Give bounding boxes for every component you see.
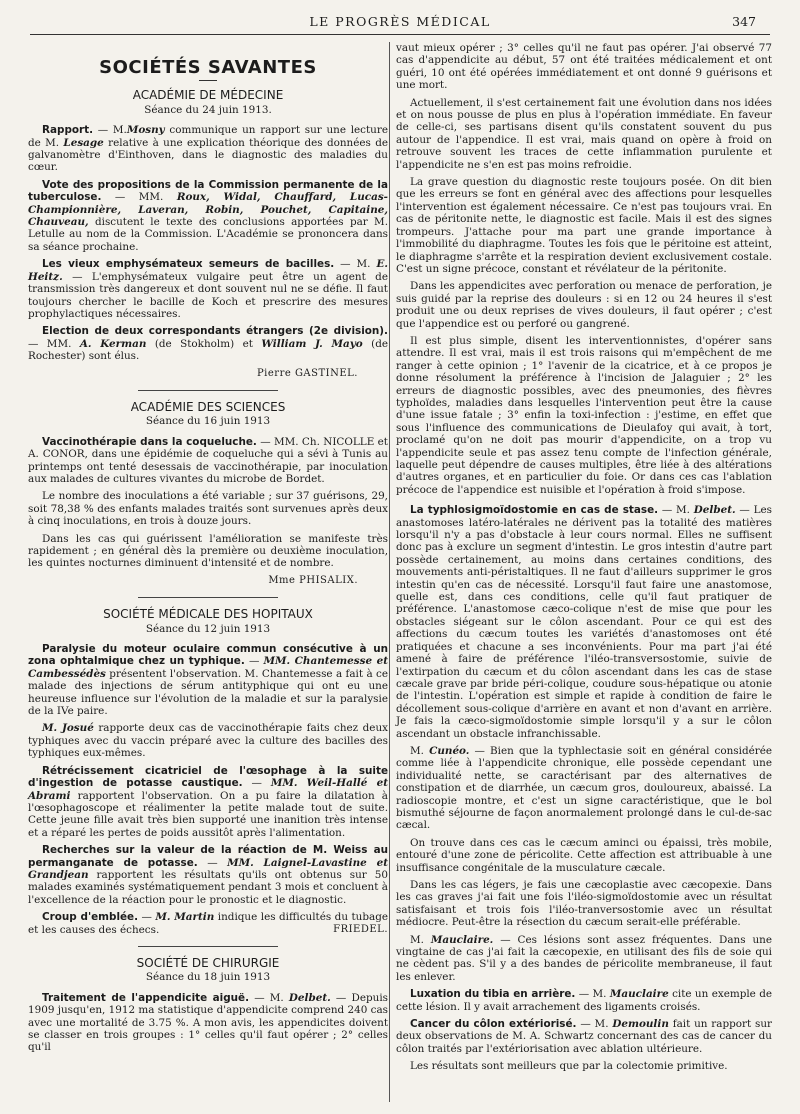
- paragraph: Les résultats sont meilleurs que par la colectomie primitive.: [410, 1060, 728, 1073]
- paragraph: La grave question du diagnostic reste toujours posée. On dit bien que les erreurs se font en général avec des affections pour lesquelles l'intervention est également nécessaire. Ce n'est pas toujours vrai. En cas de péritonite nette, le diagnostic est facile. Mais il est des signes trompeurs. J'attache pour ma part une grande importance à l'immobilité du diaphragme. Toutes les fois que le péritoine est atteint, le diaphragme s'arrête et la respiration devient exclusivement costale. C'est un signe précoce, constant et révélateur de la péritonite.: [396, 176, 772, 275]
- paragraph: Vaccinothérapie dans la coqueluche. — MM. Ch. NICOLLE et A. CONOR, dans une épidémie de coqueluche qui a sévi à Tunis au printemps ont tenté desessais de vaccinothérapie, par inoculation aux malades de cultures vivantes du microbe de Bordet.: [28, 435, 388, 485]
- academy-sciences-title: ACADÉMIE DES SCIENCES: [130, 399, 286, 414]
- session-date: Séance du 18 juin 1913: [145, 971, 271, 984]
- signature: FRIEDEL.: [333, 923, 388, 935]
- paragraph: Luxation du tibia en arrière. — M. Mauclaire cite un exemple de cette lésion. Il y avait arrachement des ligaments croisés.: [396, 988, 773, 1013]
- paragraph: M. Mauclaire. — Ces lésions sont assez fréquentes. Dans une vingtaine de cas j'ai fait la cæcopexie, en utilisant des fils de soie qui ne cèdent pas. S'il y a des bandes de péricolite membraneuse, il faut les enlever.: [396, 933, 772, 983]
- paragraph: Election de deux correspondants étrangers (2e division). — MM. A. Kerman (de Stokholm) et William J. Mayo (de Rochester) sont élus.: [28, 325, 388, 363]
- paragraph: Il est plus simple, disent les interventionnistes, d'opérer sans attendre. Il est vrai, mais il est trois raisons qui m'empêchent de me ranger à cette opinion ; 1° l'avenir de la cicatrice, et à ce propos je donne résolument la préférence à l'incision de Jalaguier ; 2° les erreurs de diagnostic possibles, avec des pneumonies, des fièvres typhoïdes, maladies dans lesquelles l'intervention peut être la cause d'une issue fatale ; 3° enfin la toxi-infection : j'estime, en effet que sous l'influence des communications de Dieulafoy qui avait, à tort, proclamé qu'on ne doit pas mourir d'appendicite, on a trop vu l'appendicite seule et pas assez tenu compte de l'infection générale, laquelle peut dépendre de causes multiples, être liée à des altérations d'autres organes, et en particulier du foie. Or dans ces cas l'ablation précoce de l'appendice est nuisible et l'opération à froid s'impose.: [396, 334, 772, 496]
- session-date: Séance du 24 juin 1913.: [144, 103, 272, 116]
- paragraph: vaut mieux opérer ; 3° celles qu'il ne faut pas opérer. J'ai observé 77 cas d'appendicite au début, 57 ont été traitées médicalement et ont guéri, 10 ont été opérées immédiatement et ont donné 9 guérisons et une mort.: [396, 42, 772, 92]
- signature: Pierre GASTINEL.: [256, 367, 358, 379]
- right-column: [396, 42, 772, 1078]
- paragraph: M. Josué rapporte deux cas de vaccinothérapie faits chez deux typhiques avec du vaccin préparé avec la culture des bacilles des typhiques eux-mêmes.: [28, 722, 388, 760]
- paragraph: Dans les appendicites avec perforation ou menace de perforation, je suis guidé par la reprise des douleurs : si en 12 ou 24 heures il s'est produit une ou deux reprises de vives douleurs, il faut opérer ; c'est que l'appendice est ou perforé ou gangrené.: [396, 280, 772, 330]
- paragraph: On trouve dans ces cas le cæcum aminci ou épaissi, très mobile, entouré d'une zone de péricolite. Cette affection est attribuable à une insuffisance congénitale de la musculature cæcale.: [396, 836, 772, 874]
- paragraph: Vote des propositions de la Commission permanente de la tuberculose. — MM. Roux, Widal, Chauffard, Lucas-Championnière, Laveran, Robin, Pouchet, Capitaine, Chauveau, discutent le texte des conclusions apportées par M. Letulle au nom de la Commission. L'Académie se prononcera dans sa séance prochaine.: [28, 178, 388, 253]
- page-header: [30, 10, 770, 35]
- paragraph: Traitement de l'appendicite aiguë. — M. Delbet. — Depuis 1909 jusqu'en, 1912 ma statistique d'appendicite comprend 240 cas avec une mortalité de 3.75 %. A mon avis, les appendicites doivent se classer en trois groupes : 1° celles qu'il faut opérer ; 2° celles qu'il: [28, 991, 388, 1054]
- paragraph: Les vieux emphysémateux semeurs de bacilles. — M. E. Heitz. — L'emphysémateux vulgaire peut être un agent de transmission très dangereux et dont souvent nul ne se défie. Il faut toujours chercher le bacille de Koch et prescrire des mesures prophylactiques nécessaires.: [28, 258, 388, 320]
- paragraph: Dans les cas légers, je fais une cæcoplastie avec cæcopexie. Dans les cas graves j'ai fait une fois l'iléo-sigmoïdostomie avec un résultat satisfaisant et trois fois l'iléo-tranversostomie avec un résultat médiocre. Peut-être la résection du cæcum serait-elle préférable.: [396, 879, 772, 929]
- paragraph: Rapport. — M.Mosny communique un rapport sur une lecture de M. Lesage relative à une explication théorique des données de galvanomètre d'Einthoven, dans le diagnostic des maladies du cœur.: [28, 124, 388, 174]
- signature: Mme PHISALIX.: [268, 574, 358, 586]
- page-number: 347: [732, 14, 756, 29]
- society-surgery-title: SOCIÉTÉ DE CHIRURGIE: [136, 955, 280, 970]
- paragraph: Le nombre des inoculations a été variable ; sur 37 guérisons, 29, soit 78,38 % des enfants malades traités sont survenues après deux à cinq inoculations, en trois à douze jours.: [28, 490, 388, 528]
- section-separator: [138, 597, 278, 598]
- section-separator: [138, 946, 278, 947]
- paragraph: Cancer du côlon extériorisé. — M. Demoulin fait un rapport sur deux observations de M. A. Schwartz concernant des cas de cancer du côlon traités par l'extériorisation avec ablation ultérieure.: [396, 1018, 772, 1055]
- academy-medicine-title: ACADÉMIE DE MÉDECINE: [132, 88, 284, 103]
- section-separator: [138, 390, 278, 391]
- paragraph: Croup d'emblée. — M. Martin indique les difficultés du tubage et les causes des échecs. FRIEDEL.: [28, 911, 388, 936]
- society-hospitals-title: SOCIÉTÉ MÉDICALE DES HOPITAUX: [103, 607, 313, 622]
- session-date: Séance du 16 juin 1913: [145, 415, 271, 428]
- paragraph: M. Cunéo. — Bien que la typhlectasie soit en général considérée comme liée à l'appendicite chronique, elle possède cependant une individualité nette, se caractérisant par des alternatives de constipation et de diarrhée, un cæcum gros, douloureux, abaissé. La radioscopie montre, et c'est un signe caractéristique, que le bol bismuthé séjourne de façon anormalement prolongé dans le cul-de-sac cæcal.: [396, 744, 773, 832]
- title-dash: [199, 80, 217, 81]
- section-title: SOCIÉTÉS SAVANTES: [99, 57, 317, 78]
- paragraph: Dans les cas qui guérissent l'amélioration se manifeste très rapidement ; en général dès la première ou deuxième inoculation, les quintes nocturnes diminuent d'intensité et de nombre.: [28, 532, 388, 570]
- paragraph: Actuellement, il s'est certainement fait une évolution dans nos idées et on nous pousse de plus en plus à l'opération immédiate. En faveur de celle-ci, ses partisans disent qu'ils constatent souvent du pus autour de l'appendice. Il est vrai, mais quand on opère à froid on retrouve souvent les traces de cette inflammation purulente et l'appendicite ne s'en est pas moins refroidie.: [396, 96, 772, 171]
- journal-title: LE PROGRÈS MÉDICAL: [309, 14, 491, 29]
- paragraph: La typhlosigmoïdostomie en cas de stase. — M. Delbet. — Les anastomoses latéro-latérales ne dérivent pas la totalité des matières lorsqu'il n'y a pas d'obstacle à leur cours normal. Elles ne suffisent donc pas à exclure un segment d'intestin. Le gros intestin d'autre part possède certainement, au moins dans certaines conditions, des mouvements anti-péristaltiques. Il ne faut d'ailleurs supprimer le gros intestin qu'en cas de nécessité. Lorsqu'il faut faire une anastomose, quelle est, dans ces conditions, celle qu'il faut pratiquer de préférence. L'anastomose cæco-colique n'est de mise que pour les obstacles siégeant sur le côlon ascendant. Pour ce qui est des affections du cæcum toutes les variétés d'anastomoses ont été pratiquées et chacune a ses inconvénients. Pour ma part j'ai été amené à faire de préférence l'iléo-transversostomie, suivie de l'extirpation du cæcum et du côlon ascendant dans les cas de stase cæcale grave par bride péri-colique, coudure sous-hépatique ou atonie de l'intestin. L'opération est simple et rapide à condition de faire le décollement sous-colique d'arrière en avant et non d'avant en arrière. Je fais la cæco-sigmoïdostomie simple lorsqu'il y a sur le côlon ascendant un obstacle infranchissable.: [396, 504, 772, 740]
- paragraph: Recherches sur la valeur de la réaction de M. Weiss au permanganate de potasse. — MM. Laignel-Lavastine et Grandjean rapportent les résultats qu'ils ont obtenus sur 50 malades examinés systématiquement pendant 3 mois et concluent à l'excellence de la réaction pour le pronostic et le diagnostic.: [28, 844, 388, 906]
- paragraph: Rétrécissement cicatriciel de l'œsophage à la suite d'ingestion de potasse caustique. — MM. Weil-Hallé et Abrami rapportent l'observation. On a pu faire la dilatation à l'œsophagoscope et réalimenter la petite malade tout de suite. Cette jeune fille avait très bien supporté une inanition très intense et a réparé les pertes de poids aussitôt après l'alimentation.: [28, 764, 389, 839]
- paragraph: Paralysie du moteur oculaire commun consécutive à un zona ophtalmique chez un typhique. — MM. Chantemesse et Cambessédès présentent l'observation. M. Chantemesse a fait à ce malade des injections de sérum antityphique qui ont eu une heureuse influence sur l'évolution de la maladie et sur la paralysie de la IVe paire.: [28, 643, 389, 718]
- session-date: Séance du 12 juin 1913: [145, 622, 271, 635]
- left-column: [28, 42, 388, 1059]
- column-divider: [389, 42, 390, 1102]
